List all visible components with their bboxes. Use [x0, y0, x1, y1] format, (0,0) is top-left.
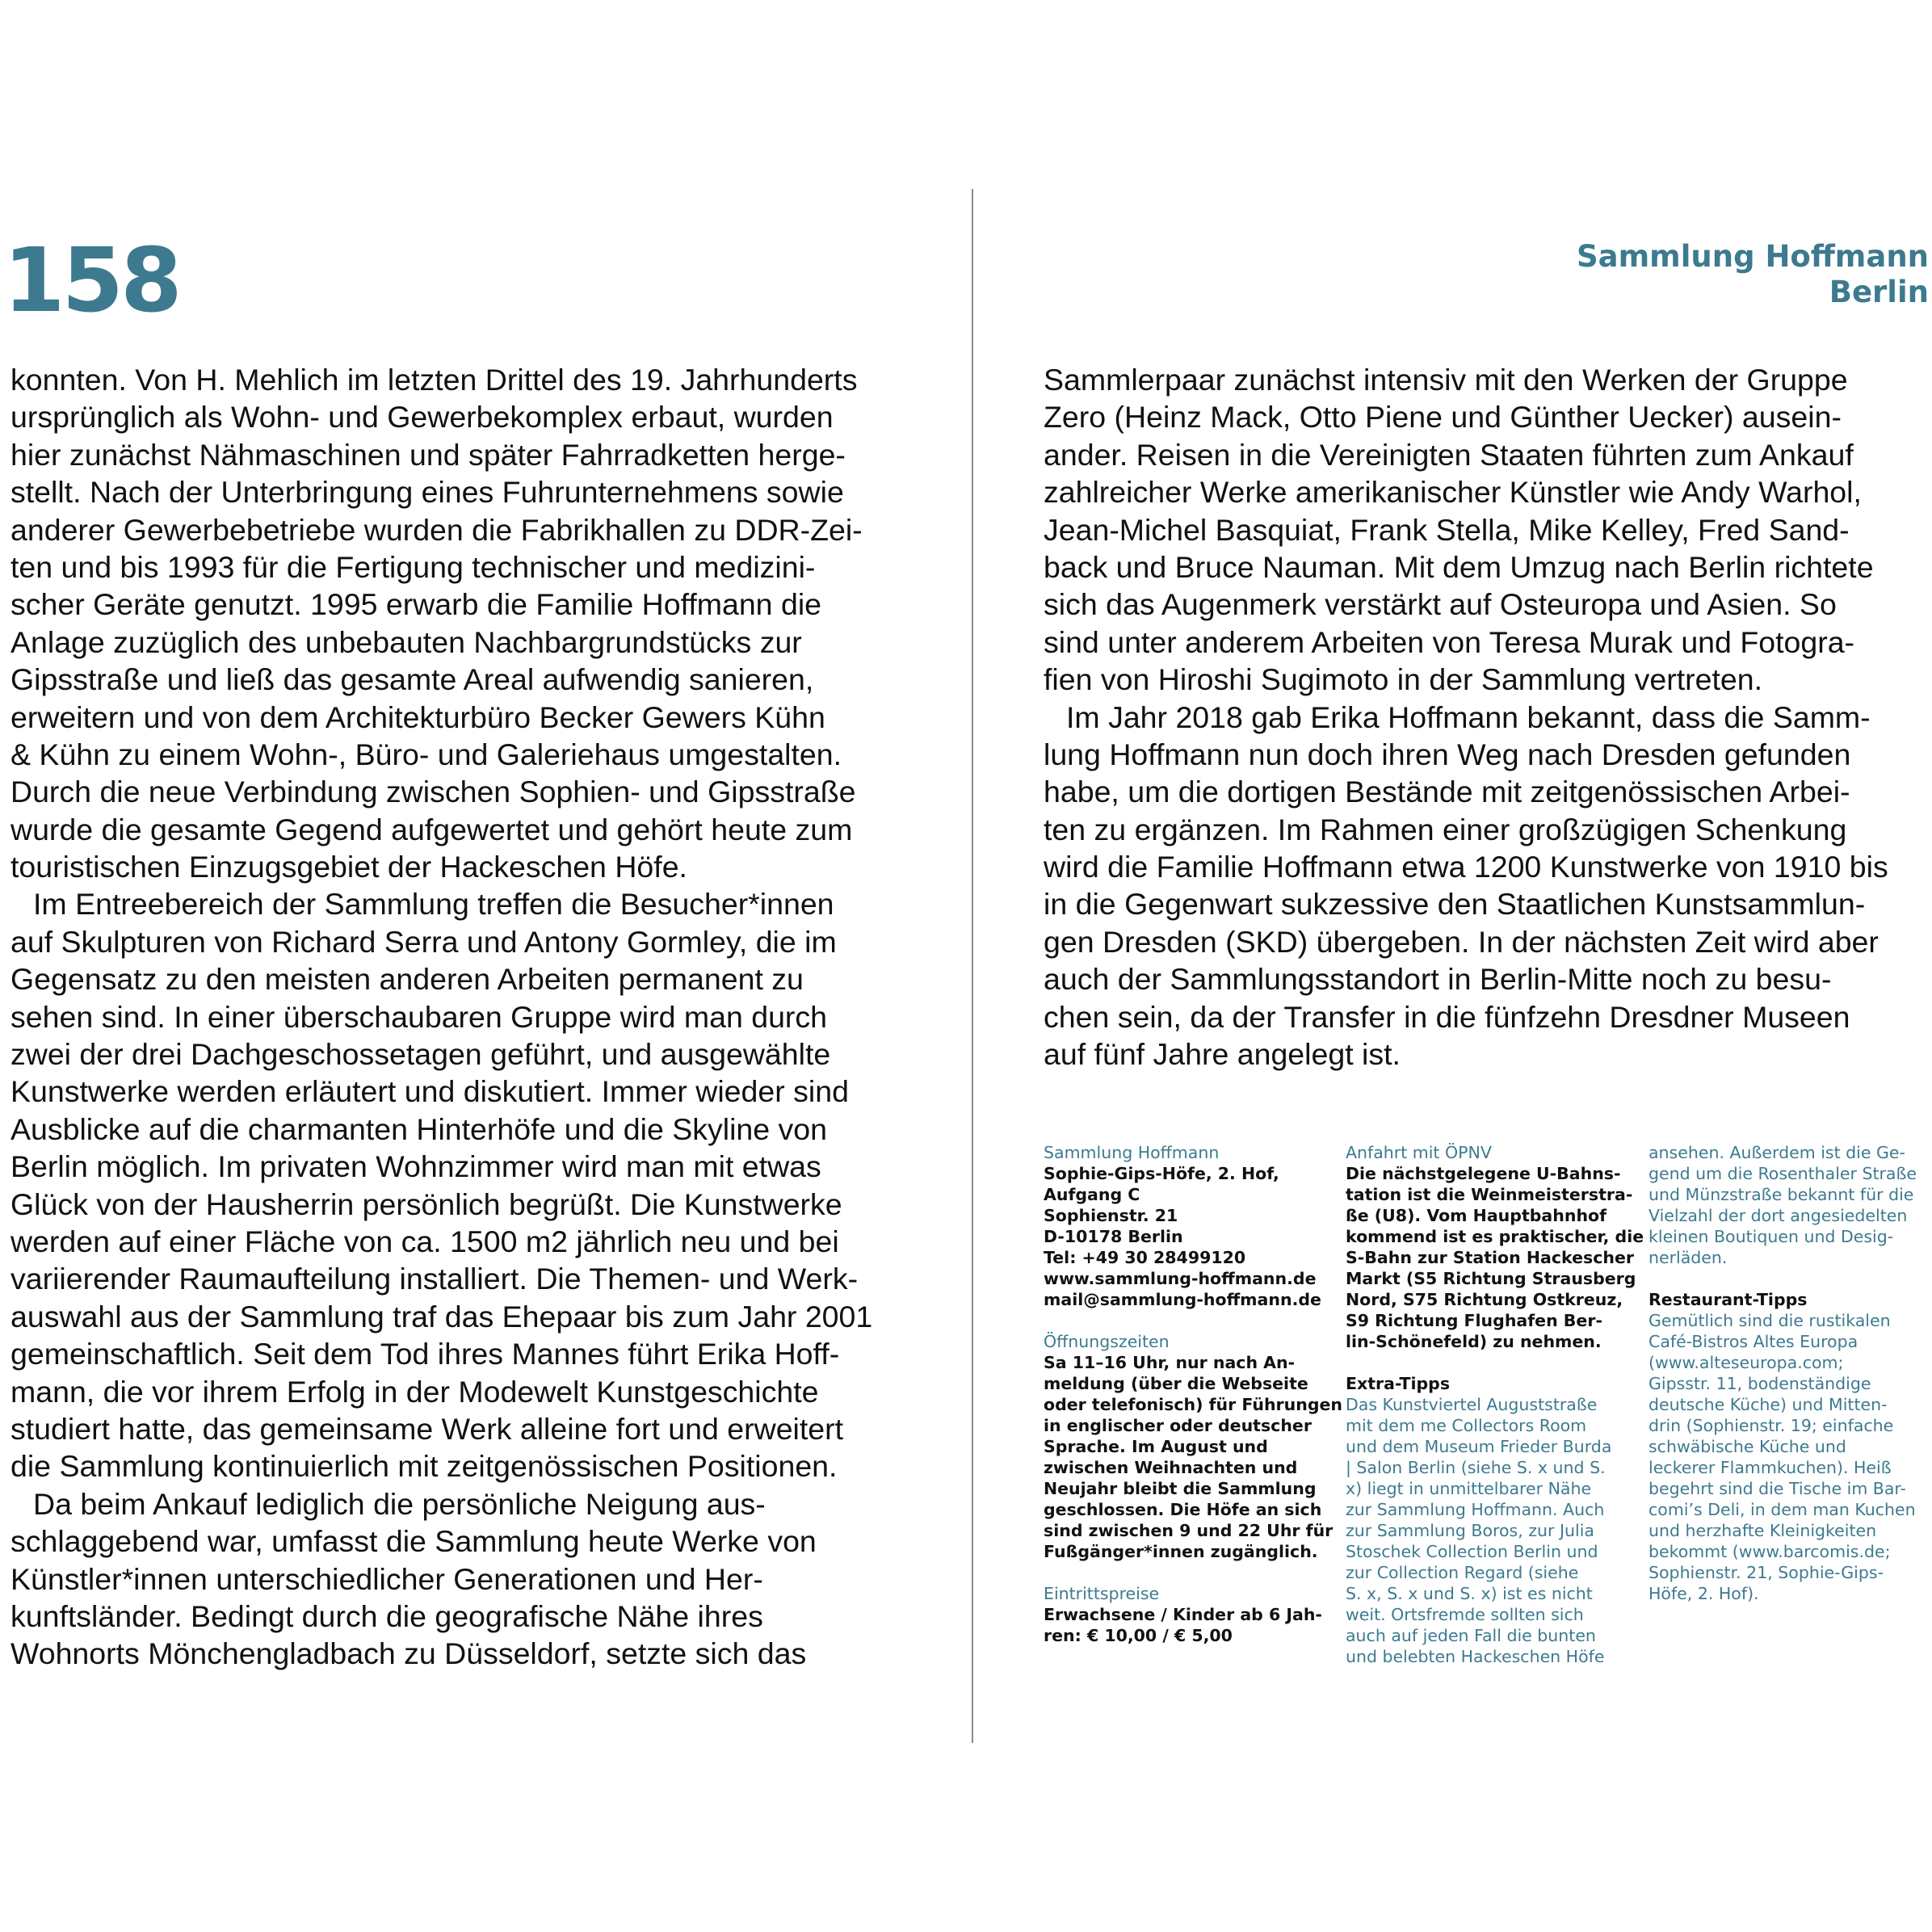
- info-line: mail@sammlung-hoffmann.de: [1044, 1290, 1321, 1309]
- text-line: Gegensatz zu den meisten anderen Arbeiten permanent zu: [10, 962, 804, 997]
- right-body-column: [1044, 361, 1924, 1073]
- text-line: chen sein, da der Transfer in die fünfzehn Dresdner Museen: [1044, 999, 1850, 1034]
- info-line: kommend ist es praktischer, die: [1346, 1227, 1644, 1246]
- info-line: kleinen Boutiquen und Desig-: [1648, 1227, 1894, 1246]
- text-line: ten zu ergänzen. Im Rahmen einer großzügigen Schenkung: [1044, 812, 1847, 846]
- text-line: sehen sind. In einer überschaubaren Gruppe wird man durch: [10, 999, 828, 1034]
- text-line: konnten. Von H. Mehlich im letzten Drittel des 19. Jahrhunderts: [10, 363, 858, 397]
- info-line: Eintrittspreise: [1044, 1584, 1160, 1603]
- info-line: tation ist die Weinmeisterstra-: [1346, 1185, 1633, 1204]
- text-line: wird die Familie Hoffmann etwa 1200 Kunstwerke von 1910 bis: [1044, 850, 1888, 884]
- info-line: Erwachsene / Kinder ab 6 Jah-: [1044, 1605, 1322, 1624]
- text-line: Künstler*innen unterschiedlicher Generationen und Her-: [10, 1561, 763, 1596]
- text-line: lung Hoffmann nun doch ihren Weg nach Dresden gefunden: [1044, 737, 1851, 771]
- info-line: Vielzahl der dort angesiedelten: [1648, 1206, 1908, 1225]
- info-line: auch auf jeden Fall die bunten: [1346, 1626, 1596, 1645]
- text-line: sind unter anderem Arbeiten von Teresa Murak und Fotogra-: [1044, 624, 1855, 659]
- info-line: Die nächstgelegene U-Bahns-: [1346, 1164, 1621, 1183]
- info-line: ren: € 10,00 / € 5,00: [1044, 1626, 1233, 1645]
- info-line: x) liegt in unmittelbarer Nähe: [1346, 1479, 1592, 1498]
- text-line: Wohnorts Mönchengladbach zu Düsseldorf, setzte sich das: [10, 1636, 807, 1671]
- text-line: schlaggebend war, umfasst die Sammlung heute Werke von: [10, 1524, 817, 1559]
- text-line: Im Jahr 2018 gab Erika Hoffmann bekannt, dass die Samm-: [1066, 699, 1871, 734]
- text-line: ander. Reisen in die Vereinigten Staaten führten zum Ankauf: [1044, 437, 1854, 472]
- text-line: fien von Hiroshi Sugimoto in der Sammlung vertreten.: [1044, 662, 1763, 697]
- info-line: schwäbische Küche und: [1648, 1437, 1846, 1456]
- text-line: hier zunächst Nähmaschinen und später Fahrradketten herge-: [10, 437, 846, 472]
- info-line: Sammlung Hoffmann: [1044, 1143, 1220, 1162]
- text-line: die Sammlung kontinuierlich mit zeitgenössischen Positionen.: [10, 1449, 838, 1484]
- text-line: Kunstwerke werden erläutert und diskutiert. Immer wieder sind: [10, 1074, 849, 1109]
- info-line: Tel: +49 30 28499120: [1044, 1248, 1246, 1267]
- text-line: zahlreicher Werke amerikanischer Künstler wie Andy Warhol,: [1044, 475, 1862, 510]
- text-line: gen Dresden (SKD) übergeben. In der nächsten Zeit wird aber: [1044, 924, 1879, 959]
- text-line: auf Skulpturen von Richard Serra und Antony Gormley, die im: [10, 924, 837, 959]
- info-line: lin-Schönefeld) zu nehmen.: [1346, 1332, 1602, 1351]
- page-divider: [972, 189, 973, 1743]
- info-line: begehrt sind die Tische im Bar-: [1648, 1479, 1906, 1498]
- info-line: leckerer Flammkuchen). Heiß: [1648, 1458, 1892, 1477]
- info-line: Restaurant-Tipps: [1648, 1290, 1808, 1309]
- text-line: variierender Raumaufteilung installiert. Die Themen- und Werk-: [10, 1262, 859, 1296]
- info-line: und herzhafte Kleinigkeiten: [1648, 1521, 1877, 1540]
- info-line: und dem Museum Frieder Burda: [1346, 1437, 1612, 1456]
- text-line: touristischen Einzugsgebiet der Hackeschen Höfe.: [10, 850, 687, 884]
- text-line: ten und bis 1993 für die Fertigung technischer und medizini-: [10, 549, 816, 584]
- text-line: sich das Augenmerk verstärkt auf Osteuropa und Asien. So: [1044, 587, 1837, 622]
- info-line: Gemütlich sind die rustikalen: [1648, 1311, 1891, 1330]
- text-line: Sammlerpaar zunächst intensiv mit den Werken der Gruppe: [1044, 363, 1848, 397]
- info-line: www.sammlung-hoffmann.de: [1044, 1269, 1317, 1288]
- info-line: Fußgänger*innen zugänglich.: [1044, 1542, 1318, 1561]
- info-line: Höfe, 2. Hof).: [1648, 1584, 1759, 1603]
- info-line: S9 Richtung Flughafen Ber-: [1346, 1311, 1602, 1330]
- info-line: Extra-Tipps: [1346, 1374, 1451, 1393]
- info-line: Neujahr bleibt die Sammlung: [1044, 1479, 1317, 1498]
- text-line: back und Bruce Nauman. Mit dem Umzug nach Berlin richtete: [1044, 549, 1874, 584]
- text-line: erweitern und von dem Architekturbüro Becker Gewers Kühn: [10, 699, 825, 734]
- info-line: Stoschek Collection Berlin und: [1346, 1542, 1598, 1561]
- info-line: comi’s Deli, in dem man Kuchen: [1648, 1500, 1916, 1519]
- info-line: geschlossen. Die Höfe an sich: [1044, 1500, 1322, 1519]
- text-line: studiert hatte, das gemeinsame Werk alleine fort und erweitert: [10, 1411, 844, 1446]
- text-line: Ausblicke auf die charmanten Hinterhöfe und die Skyline von: [10, 1111, 828, 1146]
- text-line: ursprünglich als Wohn- und Gewerbekomplex erbaut, wurden: [10, 400, 834, 435]
- info-line: Öffnungszeiten: [1044, 1332, 1170, 1351]
- info-line: zwischen Weihnachten und: [1044, 1458, 1298, 1477]
- text-line: Glück von der Hausherrin persönlich begrüßt. Die Kunstwerke: [10, 1186, 842, 1221]
- info-line: drin (Sophienstr. 19; einfache: [1648, 1416, 1894, 1435]
- info-line: und Münzstraße bekannt für die: [1648, 1185, 1914, 1204]
- text-line: gemeinschaftlich. Seit dem Tod ihres Mannes führt Erika Hoff-: [10, 1337, 840, 1371]
- text-line: Zero (Heinz Mack, Otto Piene und Günther Uecker) ausein-: [1044, 400, 1842, 435]
- text-line: zwei der drei Dachgeschossetagen geführt, und ausgewählte: [10, 1037, 831, 1072]
- info-line: Sophienstr. 21, Sophie-Gips-: [1648, 1563, 1884, 1582]
- info-line: S-Bahn zur Station Hackescher: [1346, 1248, 1634, 1267]
- text-line: Jean-Michel Basquiat, Frank Stella, Mike Kelley, Fred Sand-: [1044, 512, 1850, 547]
- text-line: Durch die neue Verbindung zwischen Sophien- und Gipsstraße: [10, 775, 856, 809]
- text-line: in die Gegenwart sukzessive den Staatlichen Kunstsammlun-: [1044, 887, 1866, 922]
- info-line: ansehen. Außerdem ist die Ge-: [1648, 1143, 1905, 1162]
- header-title-line: Sammlung Hoffmann: [1576, 239, 1929, 274]
- info-line: Anfahrt mit ÖPNV: [1346, 1143, 1492, 1162]
- info-line: zur Sammlung Boros, zur Julia: [1346, 1521, 1594, 1540]
- info-line: ße (U8). Vom Hauptbahnhof: [1346, 1206, 1607, 1225]
- info-line: Aufgang C: [1044, 1185, 1140, 1204]
- text-line: auch der Sammlungsstandort in Berlin-Mitte noch zu besu-: [1044, 962, 1832, 997]
- text-line: Da beim Ankauf lediglich die persönliche Neigung aus-: [33, 1486, 766, 1521]
- spacer: [1044, 1562, 1326, 1583]
- text-line: Im Entreebereich der Sammlung treffen die Besucher*innen: [33, 887, 834, 922]
- info-line: (www.alteseuropa.com;: [1648, 1353, 1844, 1372]
- info-line: Café-Bistros Altes Europa: [1648, 1332, 1858, 1351]
- running-header: [1577, 239, 1929, 310]
- info-line: weit. Ortsfremde sollten sich: [1346, 1605, 1584, 1624]
- info-line: mit dem me Collectors Room: [1346, 1416, 1587, 1435]
- text-line: werden auf einer Fläche von ca. 1500 m2 jährlich neu und bei: [10, 1224, 839, 1258]
- info-line: Nord, S75 Richtung Ostkreuz,: [1346, 1290, 1623, 1309]
- info-line: zur Sammlung Hoffmann. Auch: [1346, 1500, 1605, 1519]
- spacer: [1346, 1352, 1628, 1373]
- text-line: auswahl aus der Sammlung traf das Ehepaar bis zum Jahr 2001: [10, 1299, 873, 1334]
- info-line: Sa 11–16 Uhr, nur nach An-: [1044, 1353, 1296, 1372]
- text-line: auf fünf Jahre angelegt ist.: [1044, 1037, 1401, 1072]
- spacer: [1044, 1310, 1326, 1331]
- text-line: wurde die gesamte Gegend aufgewertet und gehört heute zum: [10, 812, 853, 846]
- left-body-column: [10, 361, 923, 1673]
- text-line: habe, um die dortigen Bestände mit zeitgenössischen Arbei-: [1044, 775, 1850, 809]
- header-city-line: Berlin: [1829, 275, 1929, 309]
- text-line: anderer Gewerbebetriebe wurden die Fabrikhallen zu DDR-Zei-: [10, 512, 863, 547]
- text-line: kunftsländer. Bedingt durch die geografische Nähe ihres: [10, 1598, 763, 1633]
- info-box-column-3: [1648, 1142, 1931, 1604]
- info-line: D-10178 Berlin: [1044, 1227, 1183, 1246]
- info-line: in englischer oder deutscher: [1044, 1416, 1312, 1435]
- text-line: mann, die vor ihrem Erfolg in der Modewelt Kunstgeschichte: [10, 1374, 819, 1409]
- text-line: Gipsstraße und ließ das gesamte Areal aufwendig sanieren,: [10, 662, 814, 697]
- info-line: deutsche Küche) und Mitten-: [1648, 1395, 1888, 1414]
- text-line: & Kühn zu einem Wohn-, Büro- und Galeriehaus umgestalten.: [10, 737, 842, 771]
- info-line: | Salon Berlin (siehe S. x und S.: [1346, 1458, 1606, 1477]
- info-line: und belebten Hackeschen Höfe: [1346, 1647, 1605, 1666]
- info-line: nerläden.: [1648, 1248, 1728, 1267]
- info-line: S. x, S. x und S. x) ist es nicht: [1346, 1584, 1593, 1603]
- spacer: [1648, 1268, 1931, 1289]
- text-line: Berlin möglich. Im privaten Wohnzimmer wird man mit etwas: [10, 1149, 821, 1184]
- info-line: Das Kunstviertel Auguststraße: [1346, 1395, 1598, 1414]
- page-number: 158: [3, 229, 179, 332]
- text-line: Anlage zuzüglich des unbebauten Nachbargrundstücks zur: [10, 624, 802, 659]
- info-line: Sophie-Gips-Höfe, 2. Hof,: [1044, 1164, 1279, 1183]
- info-line: sind zwischen 9 und 22 Uhr für: [1044, 1521, 1334, 1540]
- info-line: meldung (über die Webseite: [1044, 1374, 1308, 1393]
- info-box-column-2: [1346, 1142, 1644, 1667]
- info-line: Sophienstr. 21: [1044, 1206, 1178, 1225]
- info-line: oder telefonisch) für Führungen: [1044, 1395, 1343, 1414]
- info-line: gend um die Rosenthaler Straße: [1648, 1164, 1917, 1183]
- info-box-column-1: [1044, 1142, 1343, 1646]
- text-line: scher Geräte genutzt. 1995 erwarb die Familie Hoffmann die: [10, 587, 822, 622]
- info-line: zur Collection Regard (siehe: [1346, 1563, 1579, 1582]
- text-line: stellt. Nach der Unterbringung eines Fuhrunternehmens sowie: [10, 475, 844, 510]
- info-line: Markt (S5 Richtung Strausberg: [1346, 1269, 1636, 1288]
- info-line: bekommt (www.barcomis.de;: [1648, 1542, 1891, 1561]
- info-line: Sprache. Im August und: [1044, 1437, 1268, 1456]
- info-line: Gipsstr. 11, bodenständige: [1648, 1374, 1871, 1393]
